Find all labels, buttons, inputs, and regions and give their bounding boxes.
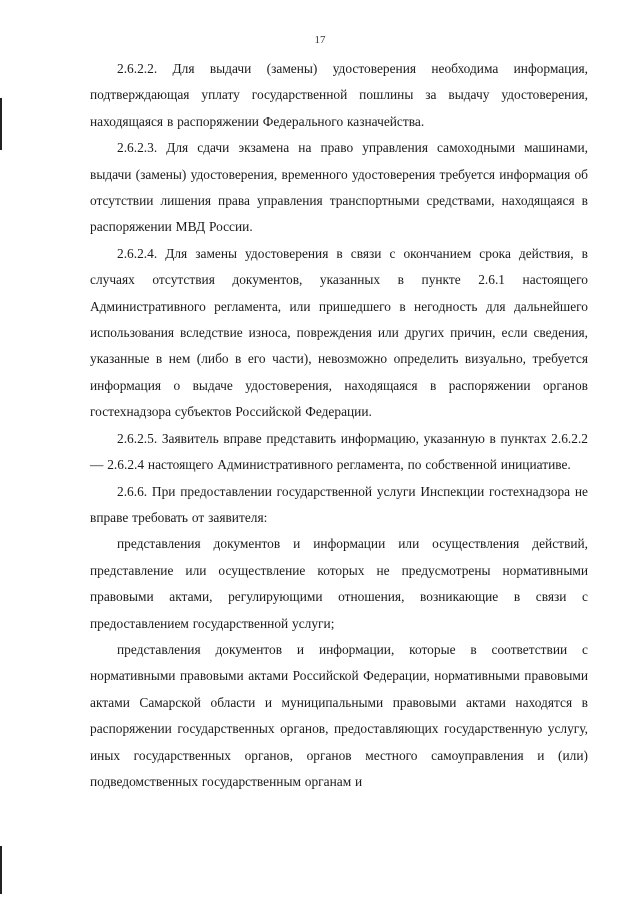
paragraph-2-6-2-3: 2.6.2.3. Для сдачи экзамена на право управления самоходными машинами, выдачи (замены) удостоверения, временного удостоверения требуется информация об отсутствии лишения права управления транспортными средствами, находящаяся в распоряжении МВД России. xyxy=(90,140,588,235)
page-number: 17 xyxy=(314,34,326,46)
paragraph-2-6-2-2: 2.6.2.2. Для выдачи (замены) удостоверения необходима информация, подтверждающая уплату государственной пошлины за выдачу удостоверения, находящаяся в распоряжении Федерального казначейства. xyxy=(90,61,588,129)
paragraph-list-item-1: представления документов и информации или осуществления действий, представление или осуществление которых не предусмотрены нормативными правовыми актами, регулирующими отношения, возникающие в связи с предоставлением государственной услуги; xyxy=(90,536,588,631)
paragraph-2-6-6: 2.6.6. При предоставлении государственной услуги Инспекции гостехнадзора не вправе требовать от заявителя: xyxy=(90,483,588,525)
scan-edge-mark-bottom xyxy=(0,846,2,894)
paragraph-2-6-2-4: 2.6.2.4. Для замены удостоверения в связи с окончанием срока действия, в случаях отсутствия документов, указанных в пункте 2.6.1 настоящего Административного регламента, или пришедшего в негодность для дальнейшего использования вследствие износа, повреждения или других причин, если сведения, указанные в нем (либо в его части), невозможно определить визуально, требуется информация о выдаче удостоверения, находящаяся в распоряжении органов гостехнадзора субъектов Российской Федерации. xyxy=(90,245,588,420)
paragraph-list-item-2: представления документов и информации, которые в соответствии с нормативными правовыми актами Российской Федерации, нормативными правовыми актами Самарской области и муниципальными правовыми актами находятся в распоряжении государственных органов, предоставляющих государственную услугу, иных государственных органов, органов местного самоуправления и (или) подведомственных государственным органам и xyxy=(90,641,588,789)
paragraph-2-6-2-5: 2.6.2.5. Заявитель вправе представить информацию, указанную в пунктах 2.6.2.2 — 2.6.2.4 настоящего Административного регламента, по собственной инициативе. xyxy=(90,430,588,473)
document-body xyxy=(90,56,588,795)
scan-edge-mark-top xyxy=(0,98,2,150)
